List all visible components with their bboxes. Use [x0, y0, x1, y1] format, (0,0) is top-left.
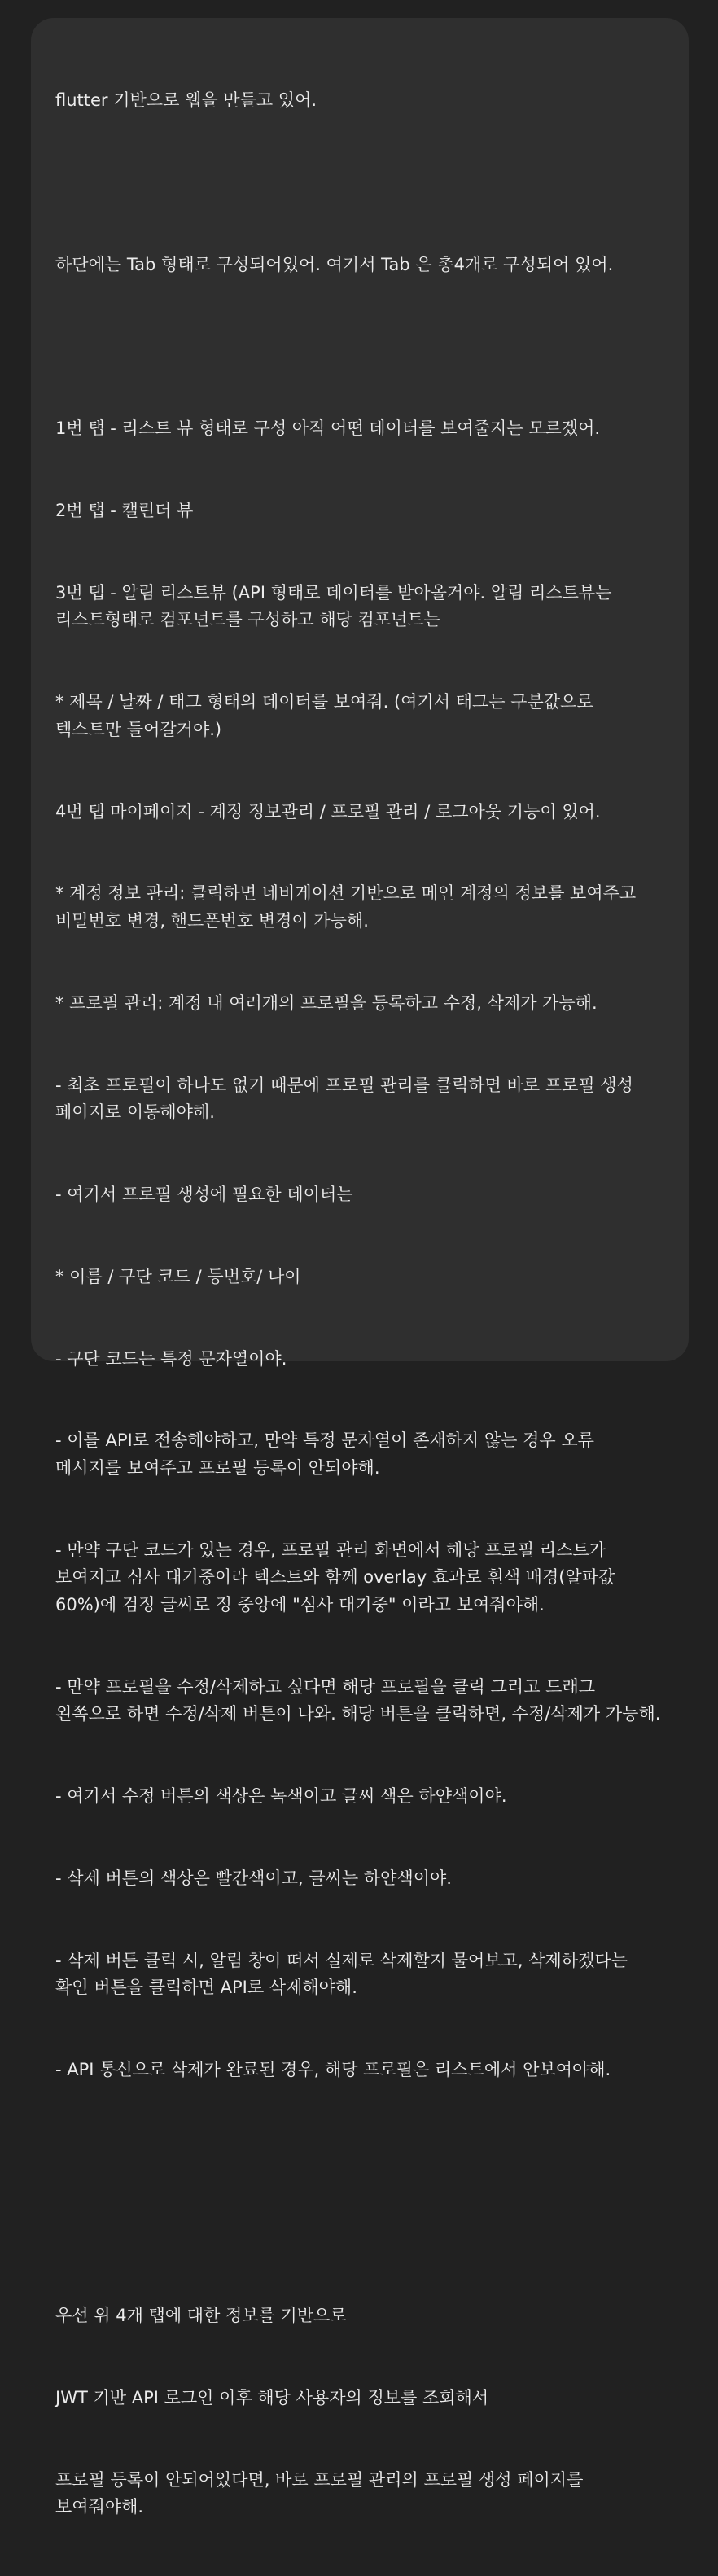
message-line-blank [55, 334, 664, 361]
user-message-bubble [31, 18, 689, 2517]
user-message-text [55, 33, 664, 2576]
message-line: flutter 기반으로 웹을 만들고 있어. [55, 90, 317, 111]
message-line-blank [55, 2139, 664, 2166]
message-line: 4번 탭 마이페이지 - 계정 정보관리 / 프로필 관리 / 로그아웃 기능이 있어. [55, 801, 601, 821]
message-line: 우선 위 4개 탭에 대한 정보를 기반으로 [55, 2306, 347, 2326]
message-line: * 제목 / 날짜 / 태그 형태의 데이터를 보여줘. (여기서 태그는 구분값으로 텍스트만 들어갈거야.) [55, 692, 599, 739]
message-line: - 만약 구단 코드가 있는 경우, 프로필 관리 화면에서 해당 프로필 리스트가 보여지고 심사 대기중이라 텍스트와 함께 overlay 효과로 흰색 배경(알파값 60%)에 검정 글씨로 정 중앙에 "심사 대기중" 이라고 보여줘야해. [55, 1540, 620, 1614]
message-line: * 이름 / 구단 코드 / 등번호/ 나이 [55, 1266, 301, 1286]
message-line-blank [55, 2221, 664, 2249]
message-line: - 여기서 수정 버튼의 색상은 녹색이고 글씨 색은 하얀색이야. [55, 1786, 507, 1806]
message-line-blank [55, 169, 664, 197]
message-line: - 삭제 버튼의 색상은 빨간색이고, 글씨는 하얀색이야. [55, 1868, 452, 1888]
message-line: 프로필 등록이 안되어있다면, 바로 프로필 관리의 프로필 생성 페이지를 보여줘야해. [55, 2469, 589, 2517]
message-line: - 여기서 프로필 생성에 필요한 데이터는 [55, 1184, 353, 1204]
message-line: 2번 탭 - 캘린더 뷰 [55, 501, 194, 521]
message-line: - 이를 API로 전송해야하고, 만약 특정 문자열이 존재하지 않는 경우 오류 메시지를 보여주고 프로필 등록이 안되야해. [55, 1430, 600, 1478]
message-line: - 만약 프로필을 수정/삭제하고 싶다면 해당 프로필을 클릭 그리고 드래그 왼쪽으로 하면 수정/삭제 버튼이 나와. 해당 버튼을 클릭하면, 수정/삭제가 가능해. [55, 1676, 661, 1724]
message-line: - API 통신으로 삭제가 완료된 경우, 해당 프로필은 리스트에서 안보여야해. [55, 2059, 611, 2079]
message-line: 3번 탭 - 알림 리스트뷰 (API 형태로 데이터를 받아올거야. 알림 리스트뷰는 리스트형태로 컴포넌트를 구성하고 해당 컴포넌트는 [55, 582, 618, 630]
message-line: * 계정 정보 관리: 클릭하면 네비게이션 기반으로 메인 계정의 정보를 보여주고 비밀번호 변경, 핸드폰번호 변경이 가능해. [55, 883, 641, 931]
message-line: JWT 기반 API 로그인 이후 해당 사용자의 정보를 조회해서 [55, 2388, 489, 2408]
message-line: 하단에는 Tab 형태로 구성되어있어. 여기서 Tab 은 총4개로 구성되어 있어. [55, 254, 614, 274]
message-line: 1번 탭 - 리스트 뷰 형태로 구성 아직 어떤 데이터를 보여줄지는 모르겠어. [55, 418, 601, 439]
message-line: - 구단 코드는 특정 문자열이야. [55, 1348, 287, 1369]
message-line: - 최초 프로필이 하나도 없기 때문에 프로필 관리를 클릭하면 바로 프로필 생성 페이지로 이동해야해. [55, 1075, 639, 1123]
message-line: * 프로필 관리: 계정 내 여러개의 프로필을 등록하고 수정, 삭제가 가능해. [55, 992, 598, 1013]
message-line: - 삭제 버튼 클릭 시, 알림 창이 떠서 실제로 삭제할지 물어보고, 삭제하겠다는 확인 버튼을 클릭하면 API로 삭제해야해. [55, 1950, 633, 1998]
